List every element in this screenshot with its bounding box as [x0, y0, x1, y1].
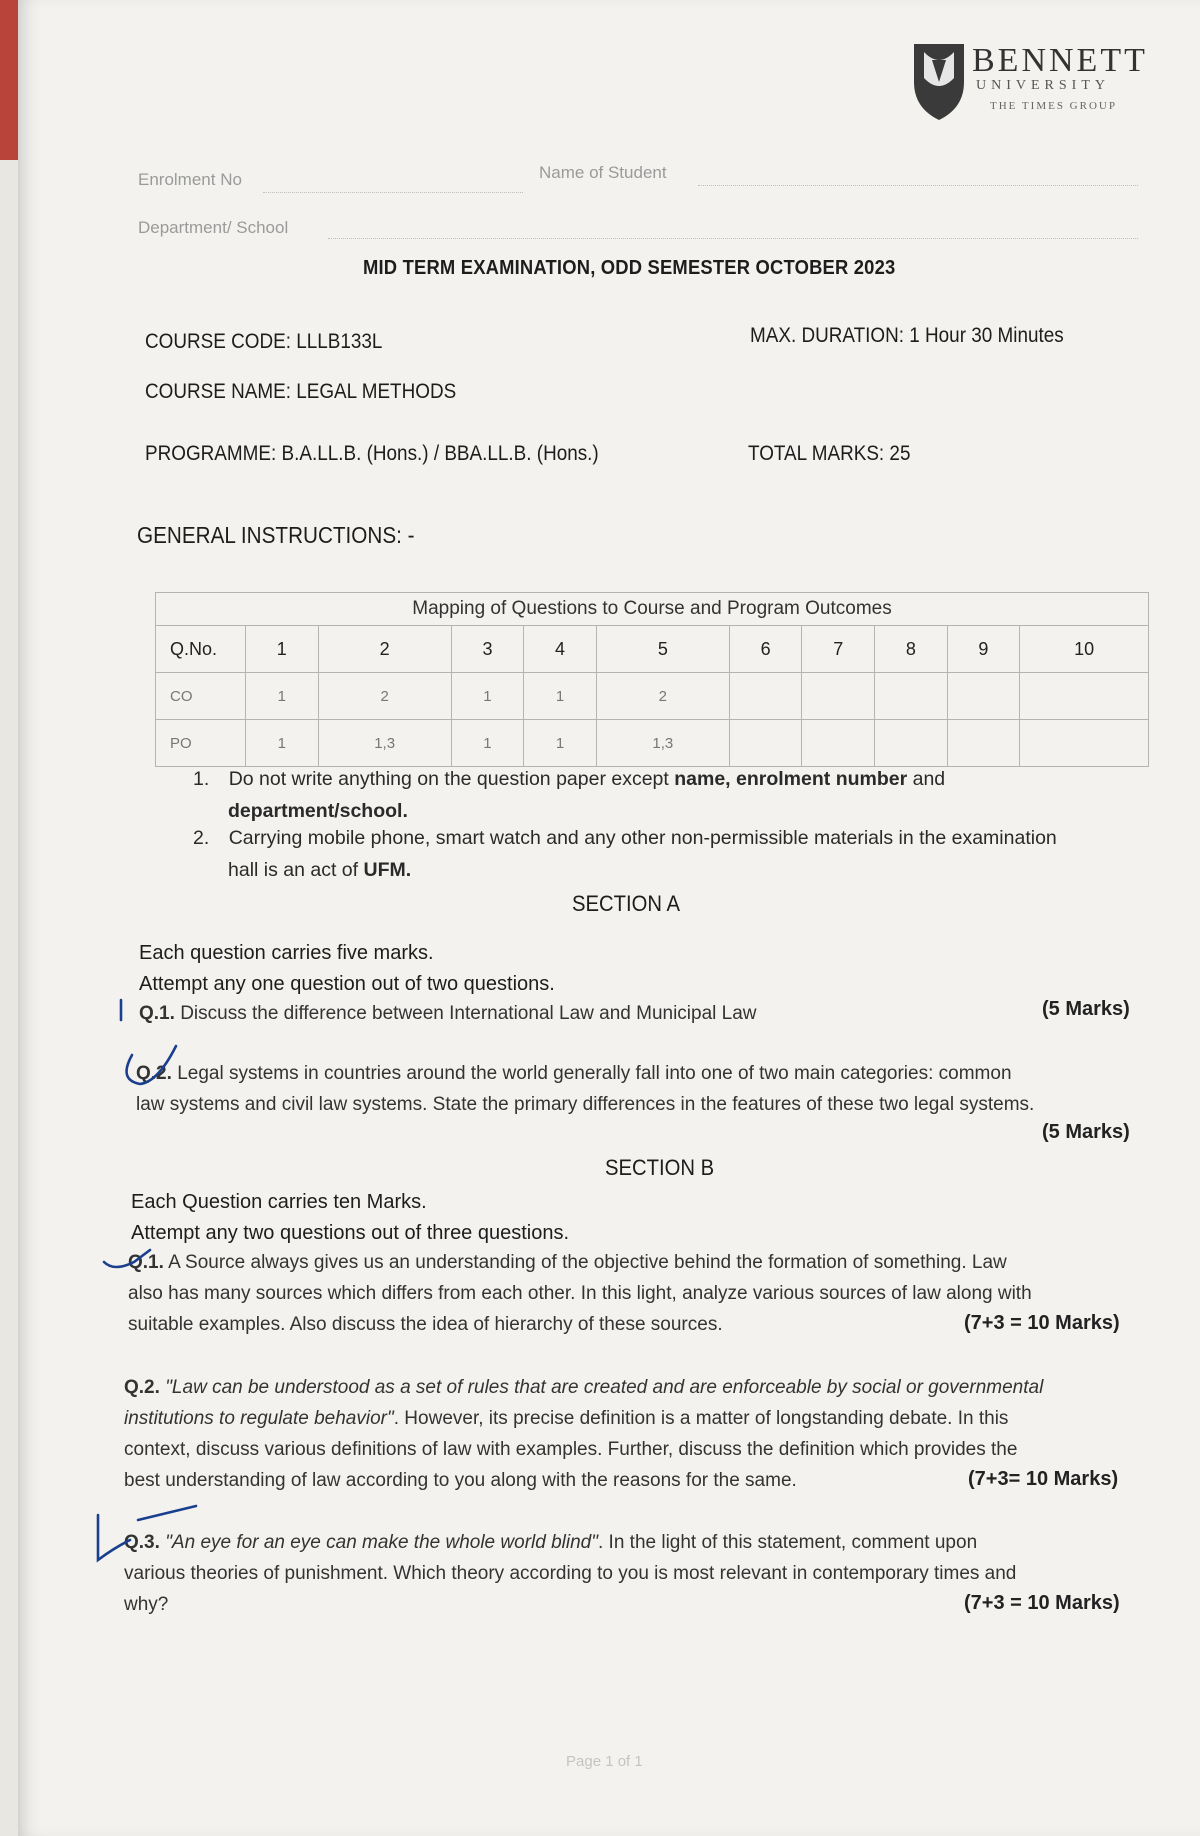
question-text-line: context, discuss various definitions of law with examples. Further, discuss the definition which provides the	[124, 1439, 1018, 1460]
question-marks: (7+3 = 10 Marks)	[964, 1592, 1120, 1614]
instruction-text: hall is an act of	[228, 859, 364, 881]
question-marks: (5 Marks)	[1042, 998, 1130, 1020]
question-text-line: suitable examples. Also discuss the idea of hierarchy of these sources.	[128, 1314, 723, 1335]
instruction-text: and	[907, 768, 946, 790]
question-marks: (7+3 = 10 Marks)	[964, 1312, 1120, 1334]
pen-tick-mark	[127, 1046, 176, 1084]
page-number: Page 1 of 1	[566, 1753, 643, 1770]
table-header-cell: 2	[318, 626, 451, 673]
general-instructions-heading: GENERAL INSTRUCTIONS: -	[137, 522, 415, 548]
table-header-cell: 4	[524, 626, 597, 673]
logo-name: BENNETT	[972, 42, 1148, 79]
table-header-cell: 6	[729, 626, 802, 673]
question-text: . However, its precise definition is a matter of longstanding debate. In this	[393, 1408, 1009, 1429]
question-text: A Source always gives us an understanding of the objective behind the formation of something. Law	[168, 1252, 1007, 1273]
question-text: Discuss the difference between International Law and Municipal Law	[180, 1003, 757, 1024]
table-cell: 1	[451, 673, 524, 720]
section-b-marks-note: Each Question carries ten Marks.	[131, 1191, 427, 1213]
max-duration: MAX. DURATION: 1 Hour 30 Minutes	[750, 324, 1064, 347]
programme: PROGRAMME: B.A.LL.B. (Hons.) / BBA.LL.B. (Hons.)	[145, 442, 599, 465]
table-header-cell: 3	[451, 626, 524, 673]
pen-tick-mark	[98, 1506, 196, 1560]
table-header-cell: 9	[947, 626, 1020, 673]
pen-marks	[18, 0, 1200, 1836]
table-header-cell: 1	[246, 626, 319, 673]
instruction-text: Do not write anything on the question paper except	[228, 768, 675, 790]
table-cell: 1	[246, 673, 319, 720]
instruction-emphasis: name, enrolment number	[674, 768, 908, 790]
course-code: COURSE CODE: LLLB133L	[145, 330, 383, 353]
question-text-line: various theories of punishment. Which theory according to you is most relevant in contemporary times and	[124, 1563, 1017, 1584]
instruction-number: 2.	[193, 827, 210, 849]
table-header-cell: Q.No.	[156, 626, 246, 673]
question-marks: (7+3= 10 Marks)	[968, 1468, 1119, 1490]
course-name: COURSE NAME: LEGAL METHODS	[145, 380, 457, 403]
table-header-cell: 10	[1020, 626, 1149, 673]
table-cell: 2	[596, 673, 729, 720]
table-header-cell: 7	[802, 626, 875, 673]
pen-tick-mark	[104, 1250, 150, 1267]
question-quote: "Law can be understood as a set of rules that are created and are enforceable by social or governmental	[165, 1377, 1044, 1398]
table-cell: 1,3	[318, 720, 451, 767]
exam-title: MID TERM EXAMINATION, ODD SEMESTER OCTOBER 2023	[363, 257, 896, 279]
logo-sub: UNIVERSITY	[976, 78, 1110, 93]
question-label: Q.1.	[139, 1003, 175, 1024]
question-label: Q.3.	[124, 1532, 160, 1553]
enrolment-label: Enrolment No	[138, 170, 242, 189]
total-marks: TOTAL MARKS: 25	[748, 442, 911, 465]
section-b-attempt-note: Attempt any two questions out of three questions.	[131, 1222, 570, 1244]
table-cell: 1	[451, 720, 524, 767]
table-header-cell: 5	[596, 626, 729, 673]
table-header-cell: 8	[875, 626, 948, 673]
table-cell: PO	[156, 720, 246, 767]
department-label: Department/ School	[138, 218, 289, 237]
table-caption: Mapping of Questions to Course and Program Outcomes	[156, 593, 1149, 626]
section-a-attempt-note: Attempt any one question out of two questions.	[139, 973, 555, 995]
question-text-line: law systems and civil law systems. State the primary differences in the features of these two legal systems.	[136, 1094, 1035, 1115]
table-cell: 1,3	[596, 720, 729, 767]
instruction-1-cont: department/school.	[228, 800, 408, 822]
student-name-label: Name of Student	[539, 163, 667, 182]
instruction-emphasis: UFM.	[363, 859, 412, 881]
table-cell: 1	[246, 720, 319, 767]
logo-group: THE TIMES GROUP	[990, 100, 1117, 112]
question-text-line: why?	[124, 1594, 169, 1615]
section-a-title: SECTION A	[572, 891, 680, 916]
table-cell: 1	[524, 673, 597, 720]
question-quote: institutions to regulate behavior"	[124, 1408, 394, 1429]
section-a-marks-note: Each question carries five marks.	[139, 942, 434, 964]
page-edge-shadow	[0, 0, 18, 160]
question-marks: (5 Marks)	[1042, 1121, 1130, 1143]
table-cell: CO	[156, 673, 246, 720]
question-text: . In the light of this statement, comment upon	[597, 1532, 978, 1553]
exam-paper	[18, 0, 1200, 1836]
instruction-number: 1.	[193, 768, 210, 790]
section-b-title: SECTION B	[605, 1155, 715, 1180]
question-label: Q.1.	[128, 1252, 164, 1273]
question-text: Legal systems in countries around the world generally fall into one of two main categories: common	[177, 1063, 1012, 1084]
instruction-text: Carrying mobile phone, smart watch and any other non-permissible materials in the examination	[228, 827, 1057, 849]
question-text-line: best understanding of law according to you along with the reasons for the same.	[124, 1470, 797, 1491]
table-cell: 2	[318, 673, 451, 720]
question-label: Q.2.	[136, 1063, 172, 1084]
question-quote: "An eye for an eye can make the whole world blind"	[165, 1532, 598, 1553]
question-label: Q.2.	[124, 1377, 160, 1398]
question-text-line: also has many sources which differs from each other. In this light, analyze various sources of law along with	[128, 1283, 1032, 1304]
table-cell: 1	[524, 720, 597, 767]
